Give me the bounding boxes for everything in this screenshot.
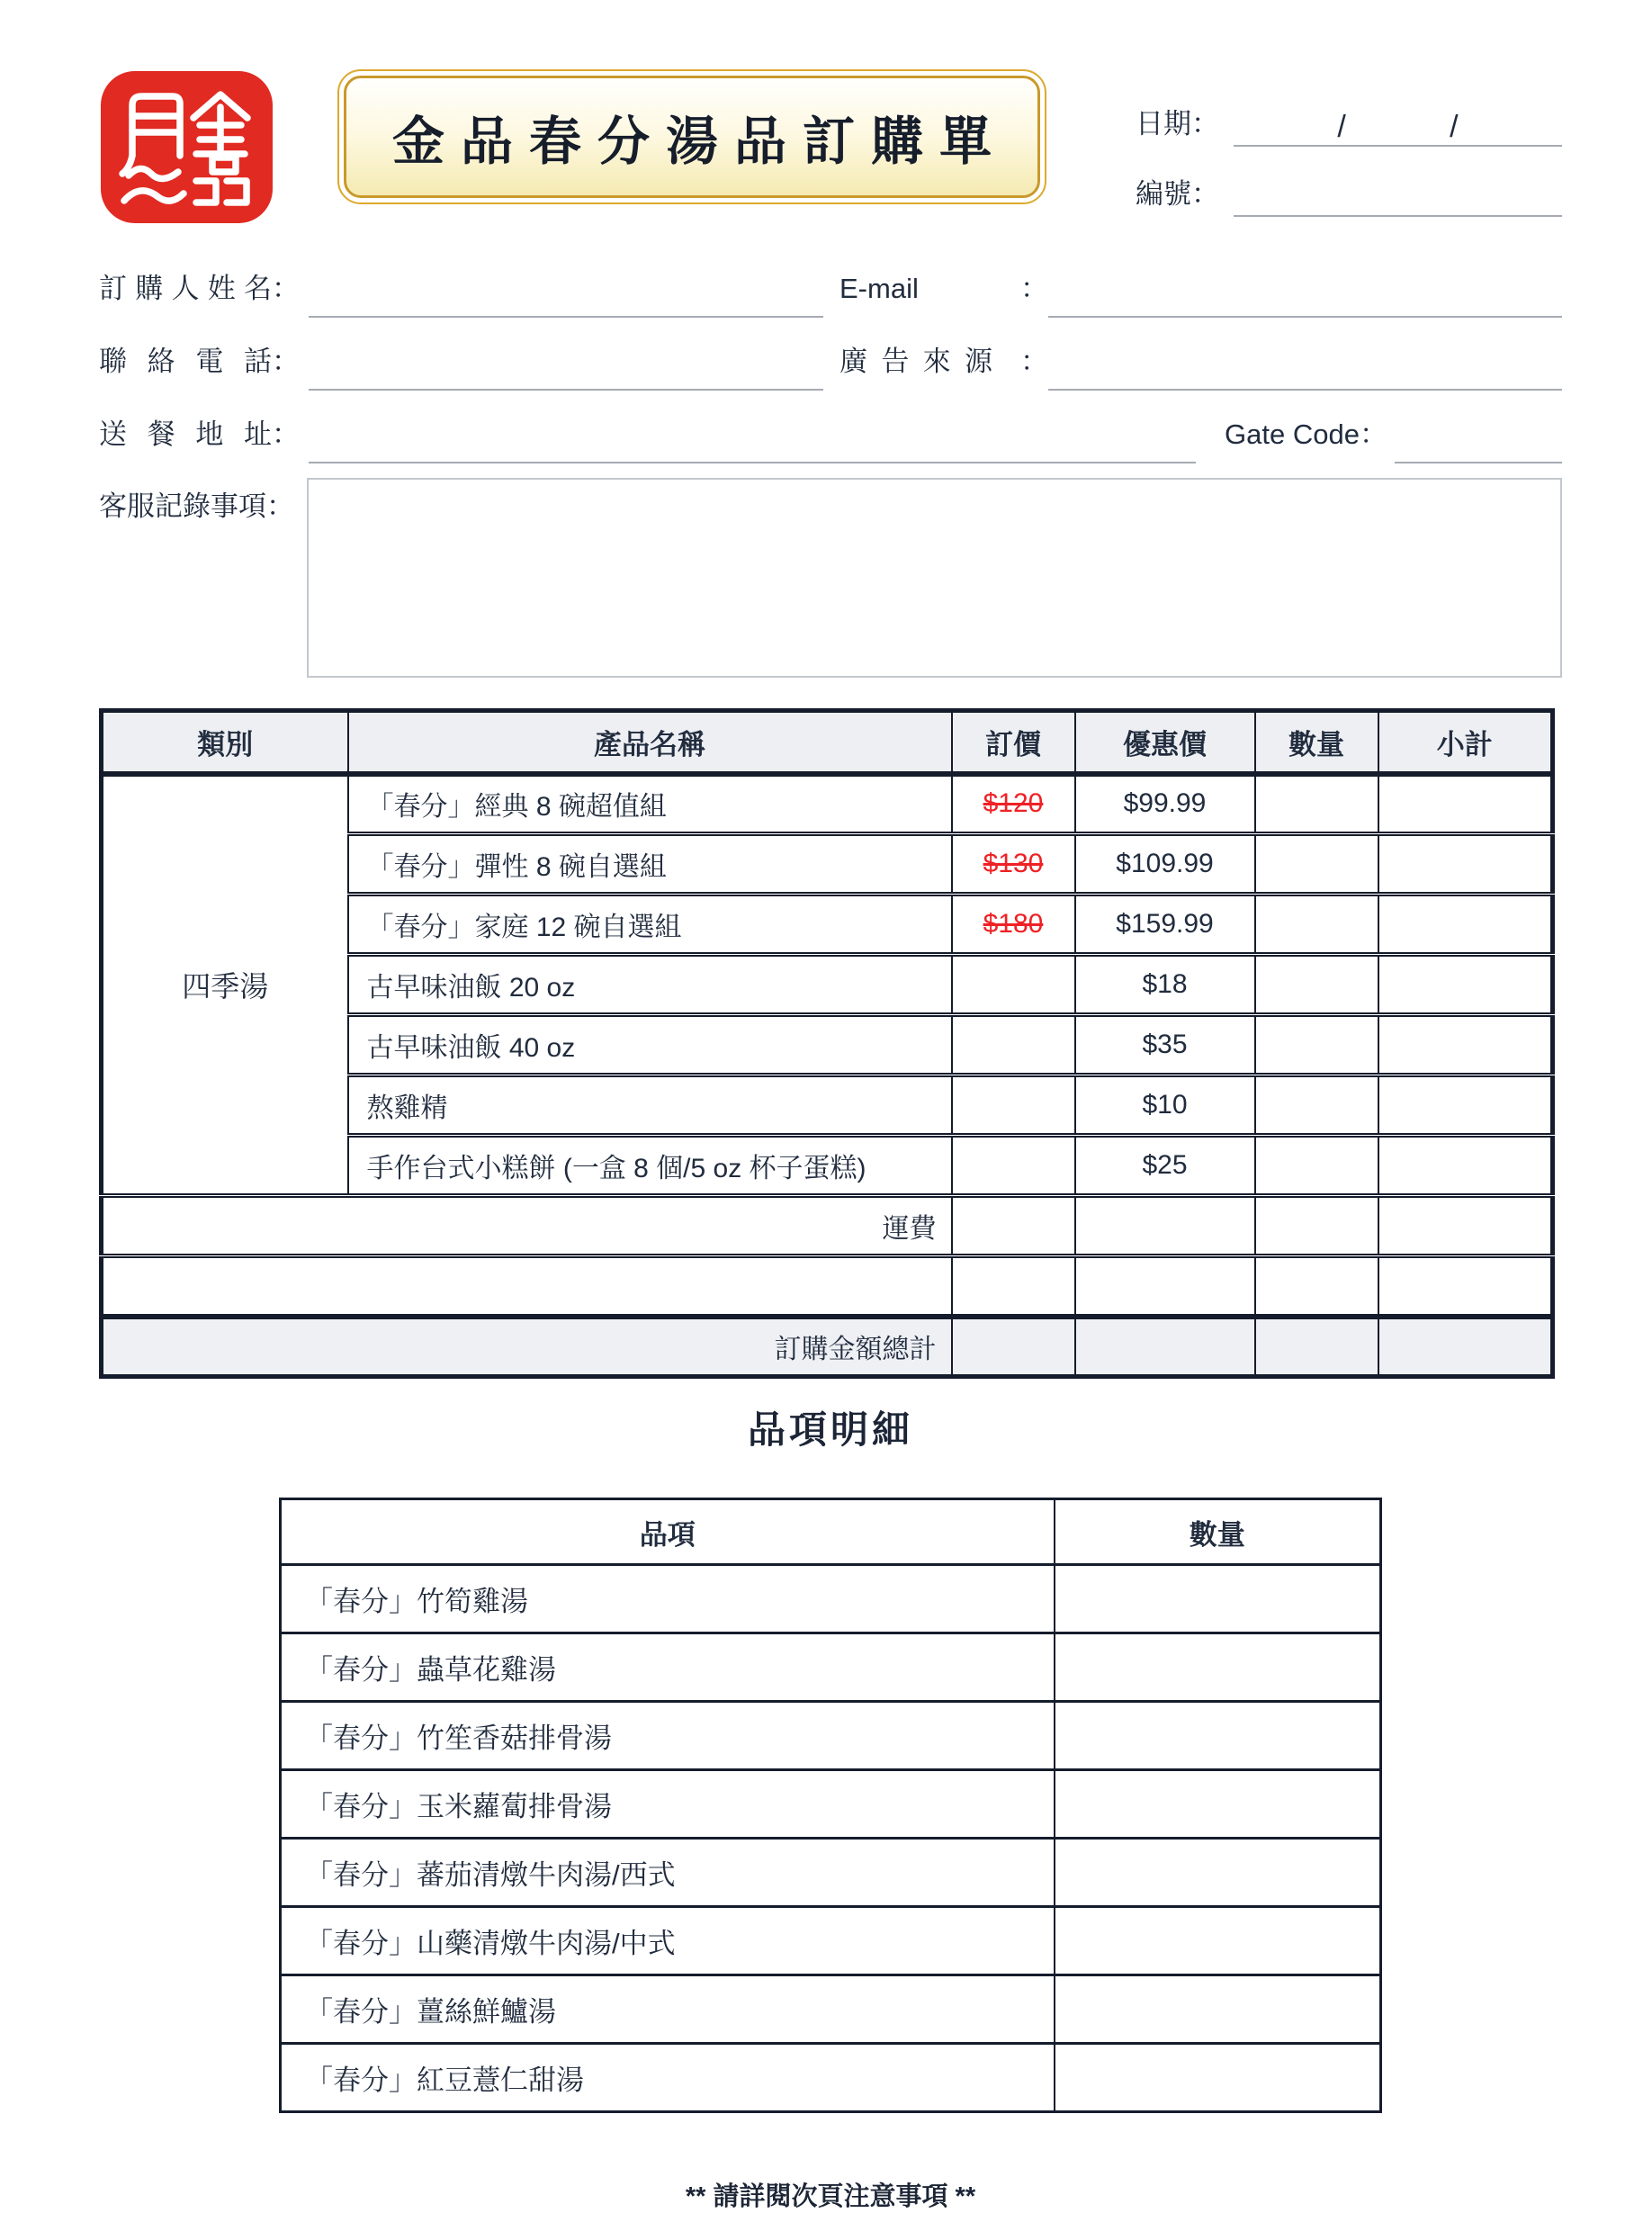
detail-col-item: 品項 xyxy=(281,1499,1055,1565)
detail-item-name: 「春分」玉米蘿蔔排骨湯 xyxy=(281,1770,1055,1839)
col-header-category: 類別 xyxy=(102,711,348,774)
blank-cell[interactable] xyxy=(1075,1256,1255,1317)
product-name: 「春分」彈性 8 碗自選組 xyxy=(348,834,952,895)
col-header-product: 產品名稱 xyxy=(348,711,952,774)
title-banner xyxy=(337,69,1046,204)
grand-total-label: 訂購金額總計 xyxy=(102,1317,952,1377)
service-notes-label: 客服記錄事項： xyxy=(99,490,294,522)
detail-item-name: 「春分」山藥清燉牛肉湯/中式 xyxy=(281,1907,1055,1975)
date-field-row xyxy=(1136,87,1562,147)
category-cell: 四季湯 xyxy=(102,774,348,1196)
blank-cell[interactable] xyxy=(1255,1256,1378,1317)
address-label: 送餐地址 ： xyxy=(99,418,300,450)
detail-row xyxy=(281,1975,1381,2044)
sale-price: $25 xyxy=(1075,1136,1255,1196)
col-header-subtotal: 小計 xyxy=(1378,711,1553,774)
detail-qty-cell[interactable] xyxy=(1055,2044,1381,2112)
detail-qty-cell[interactable] xyxy=(1055,1975,1381,2044)
address-input[interactable] xyxy=(309,408,1196,463)
detail-item-name: 「春分」竹筍雞湯 xyxy=(281,1565,1055,1633)
product-name: 「春分」家庭 12 碗自選組 xyxy=(348,895,952,955)
detail-item-name: 「春分」蕃茄清燉牛肉湯/西式 xyxy=(281,1839,1055,1907)
shipping-row xyxy=(102,1196,1553,1256)
detail-row xyxy=(281,1907,1381,1975)
detail-item-name: 「春分」竹笙香菇排骨湯 xyxy=(281,1702,1055,1770)
blank-label-cell[interactable] xyxy=(102,1256,952,1317)
qty-cell[interactable] xyxy=(1255,834,1378,895)
sale-price: $109.99 xyxy=(1075,834,1255,895)
list-price xyxy=(952,955,1075,1015)
detail-qty-cell[interactable] xyxy=(1055,1702,1381,1770)
sale-price: $18 xyxy=(1075,955,1255,1015)
order-table xyxy=(99,708,1555,1379)
qty-cell[interactable] xyxy=(1255,895,1378,955)
sale-price: $159.99 xyxy=(1075,895,1255,955)
form-row-phone-adsource xyxy=(99,318,1562,391)
detail-row xyxy=(281,1633,1381,1702)
ad-source-input[interactable] xyxy=(1048,335,1562,391)
qty-cell[interactable] xyxy=(1255,1075,1378,1136)
list-price: $130 xyxy=(952,834,1075,895)
grand-total-row xyxy=(102,1317,1553,1377)
detail-qty-cell[interactable] xyxy=(1055,1633,1381,1702)
phone-label: 聯絡電話 ： xyxy=(99,346,300,377)
detail-section-title: 品項明細 xyxy=(747,1408,913,1451)
orderer-name-label: 訂購人姓名 ： xyxy=(99,273,300,304)
col-header-qty: 數量 xyxy=(1255,711,1378,774)
detail-qty-cell[interactable] xyxy=(1055,1565,1381,1633)
form-row-address-gatecode xyxy=(99,391,1562,463)
shipping-price-cell[interactable] xyxy=(1075,1196,1255,1256)
detail-row xyxy=(281,1839,1381,1907)
date-label: 日期： xyxy=(1136,108,1219,139)
form-row-notes xyxy=(99,478,1562,688)
detail-header-row xyxy=(281,1499,1381,1565)
blank-row xyxy=(102,1256,1553,1317)
qty-cell[interactable] xyxy=(1255,1015,1378,1075)
qty-cell[interactable] xyxy=(1255,1136,1378,1196)
sale-price: $35 xyxy=(1075,1015,1255,1075)
qty-cell[interactable] xyxy=(1255,774,1378,834)
total-amount-cell[interactable] xyxy=(1378,1317,1553,1377)
sale-price: $10 xyxy=(1075,1075,1255,1136)
number-label: 編號： xyxy=(1136,178,1219,210)
email-input[interactable] xyxy=(1048,262,1562,318)
subtotal-cell[interactable] xyxy=(1378,1136,1553,1196)
detail-qty-cell[interactable] xyxy=(1055,1770,1381,1839)
email-label: E-mail ： xyxy=(839,273,1048,304)
header-fields xyxy=(1136,87,1562,217)
date-input-line[interactable] xyxy=(1234,94,1562,147)
ad-source-label: 廣告來源 ： xyxy=(839,346,1048,377)
page-title: 金品春分湯品訂購單 xyxy=(391,111,1008,172)
blank-cell[interactable] xyxy=(952,1256,1075,1317)
detail-row xyxy=(281,1770,1381,1839)
detail-row xyxy=(281,1702,1381,1770)
footer-note: ** 請詳閱次頁注意事項 ** xyxy=(685,2182,976,2211)
subtotal-cell[interactable] xyxy=(1378,1075,1553,1136)
detail-item-name: 「春分」紅豆薏仁甜湯 xyxy=(281,2044,1055,2112)
list-price xyxy=(952,1136,1075,1196)
sale-price: $99.99 xyxy=(1075,774,1255,834)
header xyxy=(99,69,1562,225)
form-row-name-email xyxy=(99,245,1562,318)
number-field-row xyxy=(1136,157,1562,217)
date-separator: / xyxy=(1337,110,1346,144)
col-header-sale-price: 優惠價 xyxy=(1075,711,1255,774)
total-cell[interactable] xyxy=(1075,1317,1255,1377)
product-name: 古早味油飯 20 oz xyxy=(348,955,952,1015)
detail-row xyxy=(281,1565,1381,1633)
shipping-label: 運費 xyxy=(102,1196,952,1256)
col-header-list-price: 訂價 xyxy=(952,711,1075,774)
qty-cell[interactable] xyxy=(1255,955,1378,1015)
orderer-name-input[interactable] xyxy=(309,262,823,318)
order-table-header-row xyxy=(102,711,1553,774)
subtotal-cell[interactable] xyxy=(1378,895,1553,955)
subtotal-cell[interactable] xyxy=(1378,774,1553,834)
subtotal-cell[interactable] xyxy=(1378,1015,1553,1075)
brand-seal-logo xyxy=(99,69,274,225)
detail-item-name: 「春分」薑絲鮮鱸湯 xyxy=(281,1975,1055,2044)
subtotal-cell[interactable] xyxy=(1378,955,1553,1015)
date-separator: / xyxy=(1450,110,1459,144)
number-input-line[interactable] xyxy=(1234,165,1562,217)
product-name: 手作台式小糕餅 (一盒 8 個/5 oz 杯子蛋糕) xyxy=(348,1136,952,1196)
detail-qty-cell[interactable] xyxy=(1055,1907,1381,1975)
detail-col-qty: 數量 xyxy=(1055,1499,1381,1565)
product-row xyxy=(102,774,1553,834)
gate-code-input[interactable] xyxy=(1395,408,1562,463)
product-name: 「春分」經典 8 碗超值組 xyxy=(348,774,952,834)
blank-cell[interactable] xyxy=(1378,1256,1553,1317)
total-cell[interactable] xyxy=(1255,1317,1378,1377)
shipping-list-price-cell[interactable] xyxy=(952,1196,1075,1256)
list-price: $120 xyxy=(952,774,1075,834)
shipping-subtotal-cell[interactable] xyxy=(1378,1196,1553,1256)
detail-qty-cell[interactable] xyxy=(1055,1839,1381,1907)
shipping-qty-cell[interactable] xyxy=(1255,1196,1378,1256)
gate-code-label: Gate Code： xyxy=(1225,418,1387,450)
detail-row xyxy=(281,2044,1381,2112)
service-notes-textarea[interactable] xyxy=(307,478,1562,678)
phone-input[interactable] xyxy=(309,335,823,391)
subtotal-cell[interactable] xyxy=(1378,834,1553,895)
item-detail-table xyxy=(279,1498,1382,2113)
list-price xyxy=(952,1015,1075,1075)
total-cell[interactable] xyxy=(952,1317,1075,1377)
product-name: 熬雞精 xyxy=(348,1075,952,1136)
list-price: $180 xyxy=(952,895,1075,955)
list-price xyxy=(952,1075,1075,1136)
customer-info-form xyxy=(99,245,1562,688)
detail-item-name: 「春分」蟲草花雞湯 xyxy=(281,1633,1055,1702)
product-name: 古早味油飯 40 oz xyxy=(348,1015,952,1075)
